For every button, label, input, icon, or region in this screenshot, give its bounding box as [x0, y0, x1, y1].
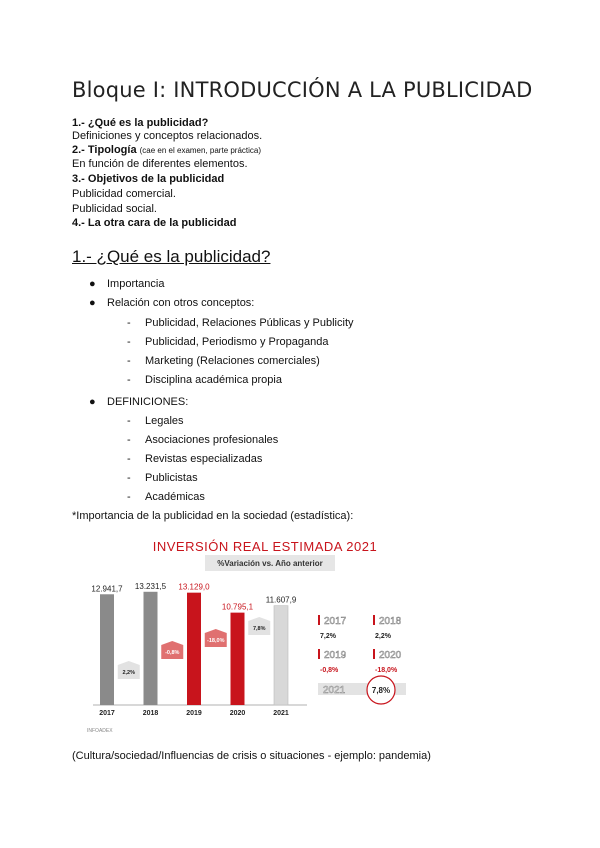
list-item-label: Marketing (Relaciones comerciales) [145, 355, 320, 367]
toc-item-2-note: (cae en el examen, parte práctica) [139, 146, 262, 155]
bullet-definiciones [89, 396, 188, 408]
legend-marker [318, 649, 320, 659]
toc-item-3: 3.- Objetivos de la publicidad [72, 173, 225, 185]
list-item-label: Revistas especializadas [145, 453, 263, 465]
legend-marker [373, 615, 375, 625]
legend-value: -18,0% [375, 667, 398, 674]
list-item: - Legales [127, 415, 184, 427]
highlight-value: 7,8% [371, 686, 391, 695]
legend-marker [373, 649, 375, 659]
bullet-label: Relación con otros conceptos: [107, 297, 255, 309]
chart-source: INFOADEX [87, 728, 113, 734]
bullet-label: DEFINICIONES: [107, 396, 189, 408]
toc-item-1: 1.- ¿Qué es la publicidad? [72, 117, 209, 129]
chart-bar [187, 593, 201, 705]
legend-value: 7,2% [320, 633, 336, 640]
list-item: - Asociaciones profesionales [127, 434, 279, 446]
legend-marker [318, 615, 320, 625]
toc-item-2 [72, 144, 261, 156]
chart-bar [100, 594, 114, 705]
chart-value-label: 13.231,5 [134, 581, 167, 591]
toc-item-3-sub1: Publicidad comercial. [72, 188, 176, 200]
chart-tick-label: 2017 [99, 710, 115, 717]
list-item-label: Legales [145, 415, 184, 427]
importancia-note: *Importancia de la publicidad en la sociedad (estadística): [72, 510, 354, 522]
footer-note: (Cultura/sociedad/Influencias de crisis o situaciones - ejemplo: pandemia) [72, 750, 431, 762]
toc-item-2-label: 2.- Tipología [72, 144, 137, 156]
toc-item-1-desc: Definiciones y conceptos relacionados. [72, 130, 263, 142]
chart-tick-label: 2018 [142, 710, 159, 717]
list-item: - Disciplina académica propia [127, 374, 282, 386]
legend-value: -0,8% [320, 667, 339, 674]
legend-value: 2,2% [375, 633, 391, 640]
chart-value-label: 11.607,9 [265, 595, 297, 605]
chart-subtitle: %Variación vs. Año anterior [217, 559, 323, 568]
list-item: - Marketing (Relaciones comerciales) [127, 355, 320, 367]
chart-tick-label: 2020 [229, 710, 246, 717]
list-item: - Publicistas [127, 472, 198, 484]
toc-item-4: 4.- La otra cara de la publicidad [72, 217, 237, 229]
list-item-label: Publicidad, Periodismo y Propaganda [145, 336, 329, 348]
list-item-label: Publicistas [145, 472, 198, 484]
chart-bar [231, 613, 245, 705]
chart-value-label: 13.129,0 [178, 582, 210, 592]
list-item: - Publicidad, Relaciones Públicas y Publicity [127, 317, 354, 329]
list-item-label: Disciplina académica propia [145, 374, 282, 386]
list-item-label: Publicidad, Relaciones Públicas y Publicity [145, 317, 354, 329]
bullet-label: Importancia [107, 278, 165, 290]
section-heading: 1.- ¿Qué es la publicidad? [72, 247, 271, 266]
chart-svg [85, 535, 445, 735]
bullet-relacion [89, 297, 254, 309]
legend-year: 2017 [324, 616, 347, 627]
toc-item-2-desc: En función de diferentes elementos. [72, 158, 248, 170]
highlight-year: 2021 [323, 685, 346, 696]
list-item: - Publicidad, Periodismo y Propaganda [127, 336, 329, 348]
page-title: Bloque I: INTRODUCCIÓN A LA PUBLICIDAD [72, 78, 533, 102]
list-item: - Revistas especializadas [127, 453, 263, 465]
chart-value-label: 10.795,1 [221, 602, 254, 612]
list-item-label: Asociaciones profesionales [145, 434, 279, 446]
bullet-importancia [89, 278, 164, 290]
legend-year: 2020 [379, 650, 402, 661]
chart-variation-label: 7,8% [252, 626, 266, 632]
chart-variation-label: -18,0% [207, 638, 225, 644]
legend-year: 2018 [379, 616, 402, 627]
chart-variation-label: -0,8% [165, 650, 180, 656]
chart-value-label: 12.941,7 [91, 584, 123, 594]
chart-bar [144, 592, 158, 705]
toc-item-3-sub2: Publicidad social. [72, 203, 157, 215]
chart-variation-label: 2,2% [122, 670, 136, 676]
investment-chart [85, 535, 445, 735]
list-item: - Académicas [127, 491, 205, 503]
list-item-label: Académicas [145, 491, 205, 503]
bullet-dot-icon: ● [89, 278, 96, 290]
bullet-dot-icon: ● [89, 396, 96, 408]
legend-year: 2019 [324, 650, 347, 661]
chart-bar [274, 606, 288, 705]
bullet-dot-icon: ● [89, 297, 96, 309]
chart-title: INVERSIÓN REAL ESTIMADA 2021 [152, 539, 378, 554]
chart-tick-label: 2019 [186, 710, 202, 717]
chart-tick-label: 2021 [273, 710, 289, 717]
